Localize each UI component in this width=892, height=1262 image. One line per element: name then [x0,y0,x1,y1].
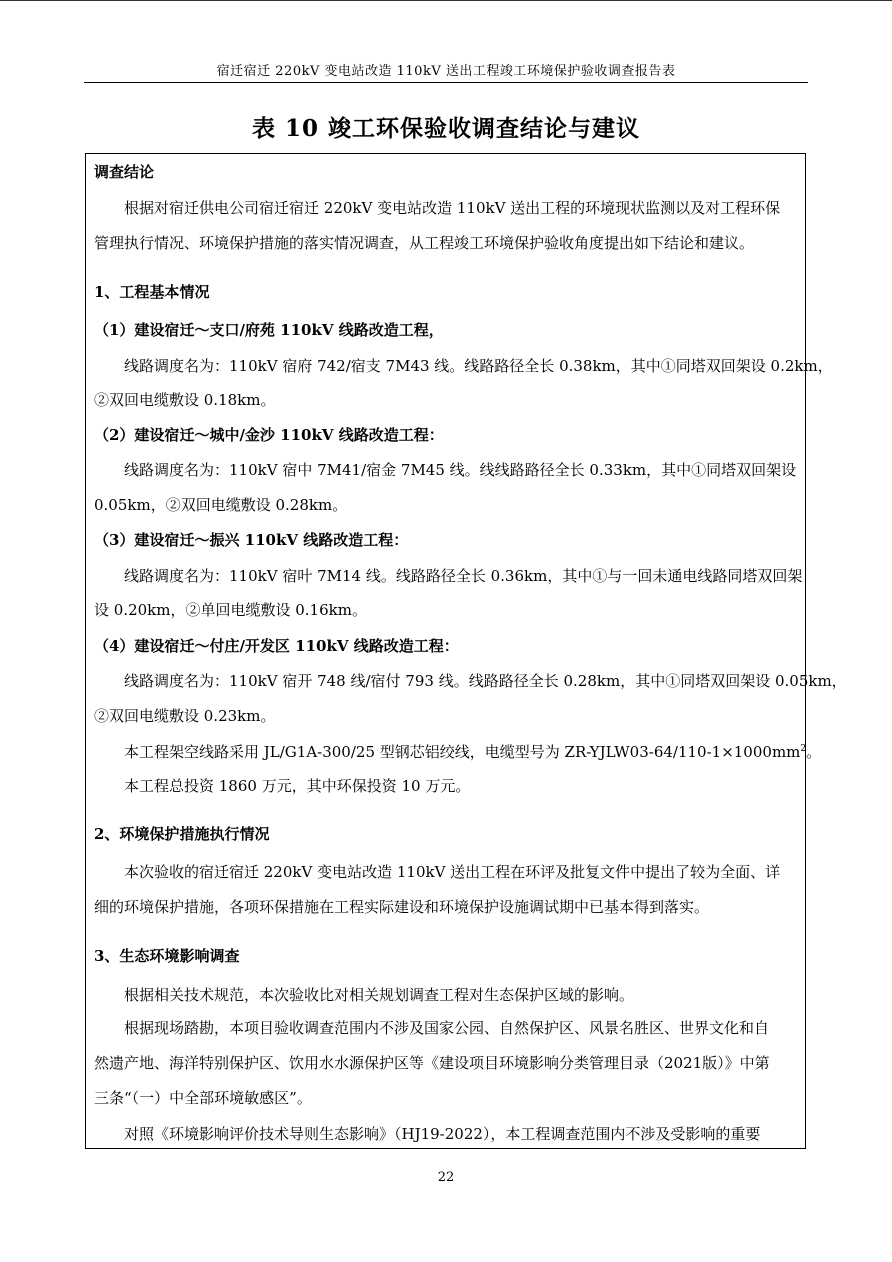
body-line: 根据现场踏勘，本项目验收调查范围内不涉及国家公园、自然保护区、风景名胜区、世界文化和自 [124,1019,770,1037]
body-line: 然遗产地、海洋特别保护区、饮用水水源保护区等《建设项目环境影响分类管理目录（2021版）》中第 [94,1054,770,1072]
body-line: 线路调度名为：110kV 宿叶 7M14 线。线路路径全长 0.36km，其中①与一回未通电线路同塔双回架 [124,567,803,585]
section-heading-1: 1、工程基本情况 [94,283,210,301]
subsection-heading: （2）建设宿迁～城中/金沙 110kV 线路改造工程： [94,426,444,444]
body-line: 设 0.20km，②单回电缆敷设 0.16km。 [94,601,367,619]
body-line: 三条“（一）中全部环境敏感区”。 [94,1089,312,1107]
body-line: 对照《环境影响评价技术导则生态影响》（HJ19-2022），本工程调查范围内不涉及受影响的重要 [124,1125,761,1143]
body-line: 线路调度名为：110kV 宿开 748 线/宿付 793 线。线路路径全长 0.28km，其中①同塔双回架设 0.05km， [124,672,847,690]
body-line: 细的环境保护措施，各项环保措施在工程实际建设和环境保护设施调试期中已基本得到落实。 [94,898,710,916]
running-header: 宿迁宿迁 220kV 变电站改造 110kV 送出工程竣工环境保护验收调查报告表 [216,64,676,79]
conductor-spec-line [124,742,821,762]
unit-superscript: 2 [800,744,807,754]
conclusion-table [85,153,847,1149]
investment-line: 本工程总投资 1860 万元，其中环保投资 10 万元。 [124,777,471,795]
intro-line: 根据对宿迁供电公司宿迁宿迁 220kV 变电站改造 110kV 送出工程的环境现状监测以及对工程环保 [124,199,781,217]
page-top-border [0,0,892,1]
header-rule [84,82,808,83]
intro-line: 管理执行情况、环境保护措施的落实情况调查，从工程竣工环境保护验收角度提出如下结论和建议。 [94,234,755,252]
body-line: 线路调度名为：110kV 宿府 742/宿支 7M43 线。线路路径全长 0.38km，其中①同塔双回架设 0.2km， [124,357,833,375]
section-heading-2: 2、环境保护措施执行情况 [94,825,270,843]
body-line: ②双回电缆敷设 0.23km。 [94,707,276,725]
body-line: ②双回电缆敷设 0.18km。 [94,391,276,409]
subsection-heading: （1）建设宿迁～支口/府苑 110kV 线路改造工程， [94,321,444,339]
page-number: 22 [437,1170,455,1185]
subsection-heading: （4）建设宿迁～付庄/开发区 110kV 线路改造工程： [94,637,459,655]
table-title: 表 10 竣工环保验收调查结论与建议 [251,115,641,142]
section-label: 调查结论 [94,163,155,181]
section-heading-3: 3、生态环境影响调查 [94,947,240,965]
subsection-heading: （3）建设宿迁～振兴 110kV 线路改造工程： [94,531,409,549]
body-line: 线路调度名为：110kV 宿中 7M41/宿金 7M45 线。线线路路径全长 0.33km，其中①同塔双回架设 [124,461,797,479]
conductor-spec-end: 。 [806,743,822,761]
body-line: 本次验收的宿迁宿迁 220kV 变电站改造 110kV 送出工程在环评及批复文件中提出了较为全面、详 [124,863,781,881]
body-line: 根据相关技术规范，本次验收比对相关规划调查工程对生态保护区域的影响。 [124,986,635,1004]
conductor-spec-text: 本工程架空线路采用 JL/G1A-300/25 型钢芯铝绞线，电缆型号为 ZR-YJLW03-64/110-1×1000mm [124,743,801,761]
body-line: 0.05km，②双回电缆敷设 0.28km。 [94,496,348,514]
